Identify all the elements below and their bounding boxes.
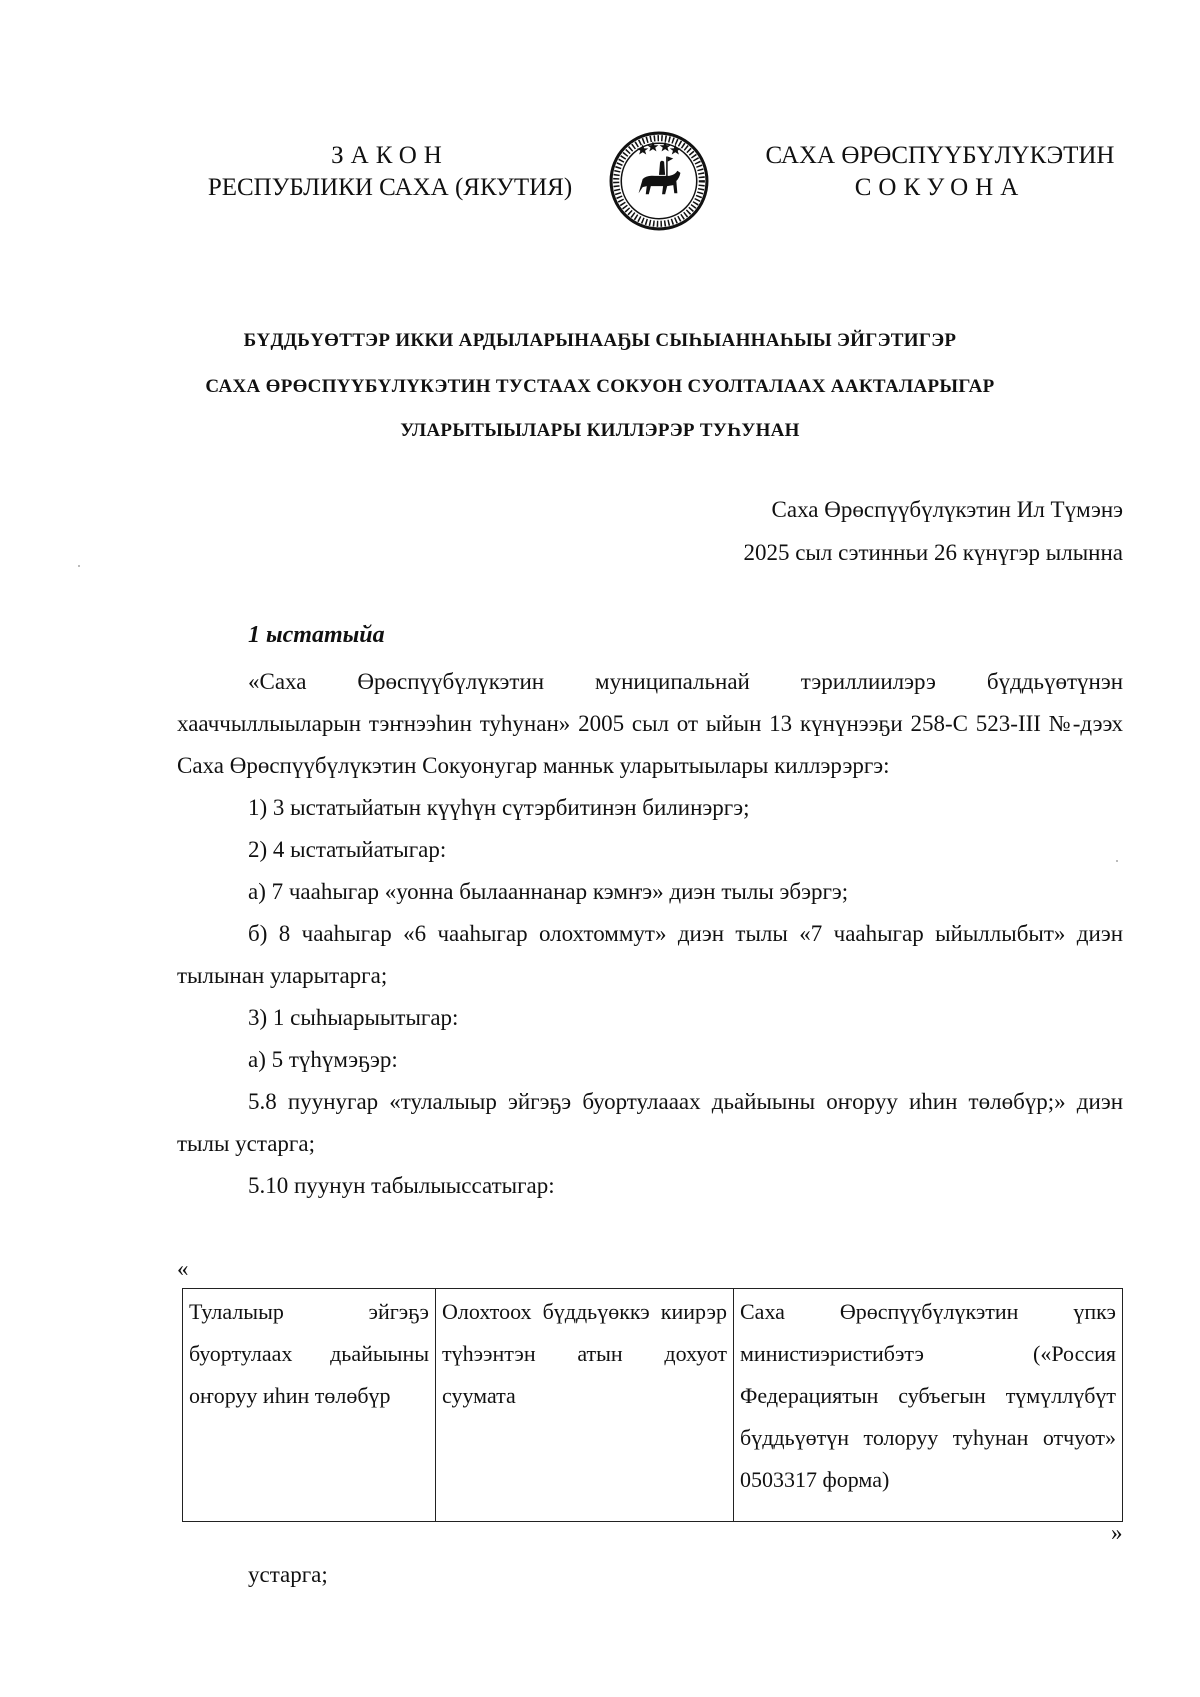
header-right-title: САХА ӨРӨСПҮҮБҮЛҮКЭТИН xyxy=(765,142,1115,169)
insert-table xyxy=(182,1288,1123,1522)
scan-speck xyxy=(78,565,80,567)
header-right xyxy=(760,140,1120,204)
adopted-by: Саха Өрөспүүбүлүкэтин Ил Түмэнэ xyxy=(771,497,1123,522)
table-cell-source: Саха Өрөспүүбүлүкэтин үпкэ министиэристибэтэ («Россия Федерациятын субъегын түмүллүбүт бүддьүөтүн толоруу туһунан отчуот» 0503317 форма) xyxy=(734,1289,1123,1522)
table-row xyxy=(183,1289,1123,1522)
scan-speck xyxy=(1116,860,1118,862)
law-title-line-3: УЛАРЫТЫЫЛАРЫ КИЛЛЭРЭР ТУҺУНАН xyxy=(400,420,800,441)
table-cell-income: Олохтоох бүддьүөккэ киирэр түһээнтэн атын дохуот суумата xyxy=(436,1289,734,1522)
republic-emblem-icon xyxy=(608,130,710,232)
law-title-line-1: БҮДДЬҮӨТТЭР ИККИ АРДЫЛАРЫНААҔЫ СЫҺЫАННАҺЫЫ ЭЙГЭТИГЭР xyxy=(243,330,957,351)
closing-text: устарга; xyxy=(248,1562,328,1587)
header-left xyxy=(190,140,590,204)
close-quote: » xyxy=(1111,1520,1123,1545)
open-quote: « xyxy=(177,1256,189,1281)
table-cell-payment: Тулалыыр эйгэҕэ буортулаах дьайыыны оҥоруу иһин төлөбүр xyxy=(183,1289,436,1522)
item-2b: б) 8 чааһыгар «6 чааһыгар олохтоммут» диэн тылы «7 чааһыгар ыйыллыбыт» диэн тылынан уларытарга; xyxy=(177,921,1123,988)
article-heading: 1 ыстатыйа xyxy=(248,622,385,648)
article-body xyxy=(177,661,1123,1207)
item-3a: а) 5 түһүмэҕэр: xyxy=(248,1047,398,1072)
item-1: 1) 3 ыстатыйатын күүһүн сүтэрбитинэн билинэргэ; xyxy=(248,795,750,820)
item-3a-text: 5.8 пуунугар «тулалыыр эйгэҕэ буортулааах дьайыыны оҥоруу иһин төлөбүр;» диэн тылы устарга; xyxy=(177,1089,1123,1156)
law-title-line-2: САХА ӨРӨСПҮҮБҮЛҮКЭТИН ТУСТААХ СОКУОН СУОЛТАЛААХ ААКТАЛАРЫГАР xyxy=(205,376,995,397)
item-2a: а) 7 чааһыгар «уонна былааннанар кэмҥэ» диэн тылы эбэргэ; xyxy=(248,879,849,904)
adoption-date: 2025 сыл сэтинньи 26 күнүгэр ылынна xyxy=(743,540,1123,565)
item-3: 3) 1 сыһыарыытыгар: xyxy=(248,1005,459,1030)
item-3a-add: 5.10 пуунун табылыыссатыгар: xyxy=(248,1173,555,1198)
header-right-subtitle: СОКУОНА xyxy=(854,174,1026,201)
article-intro: «Саха Өрөспүүбүлүкэтин муниципальнай тэриллиилэрэ бүддьүөтүнэн хааччыллыыларын тэҥнээһин туһунан» 2005 сыл от ыйын 13 күнүнээҕи 258-С 523-III №-дээх Саха Өрөспүүбүлүкэтин Сокуонугар манньк уларытыылары киллэрэргэ: xyxy=(177,669,1123,778)
header-left-subtitle: РЕСПУБЛИКИ САХА (ЯКУТИЯ) xyxy=(207,174,573,201)
header-left-title: ЗАКОН xyxy=(331,142,449,169)
item-2: 2) 4 ыстатыйатыгар: xyxy=(248,837,447,862)
